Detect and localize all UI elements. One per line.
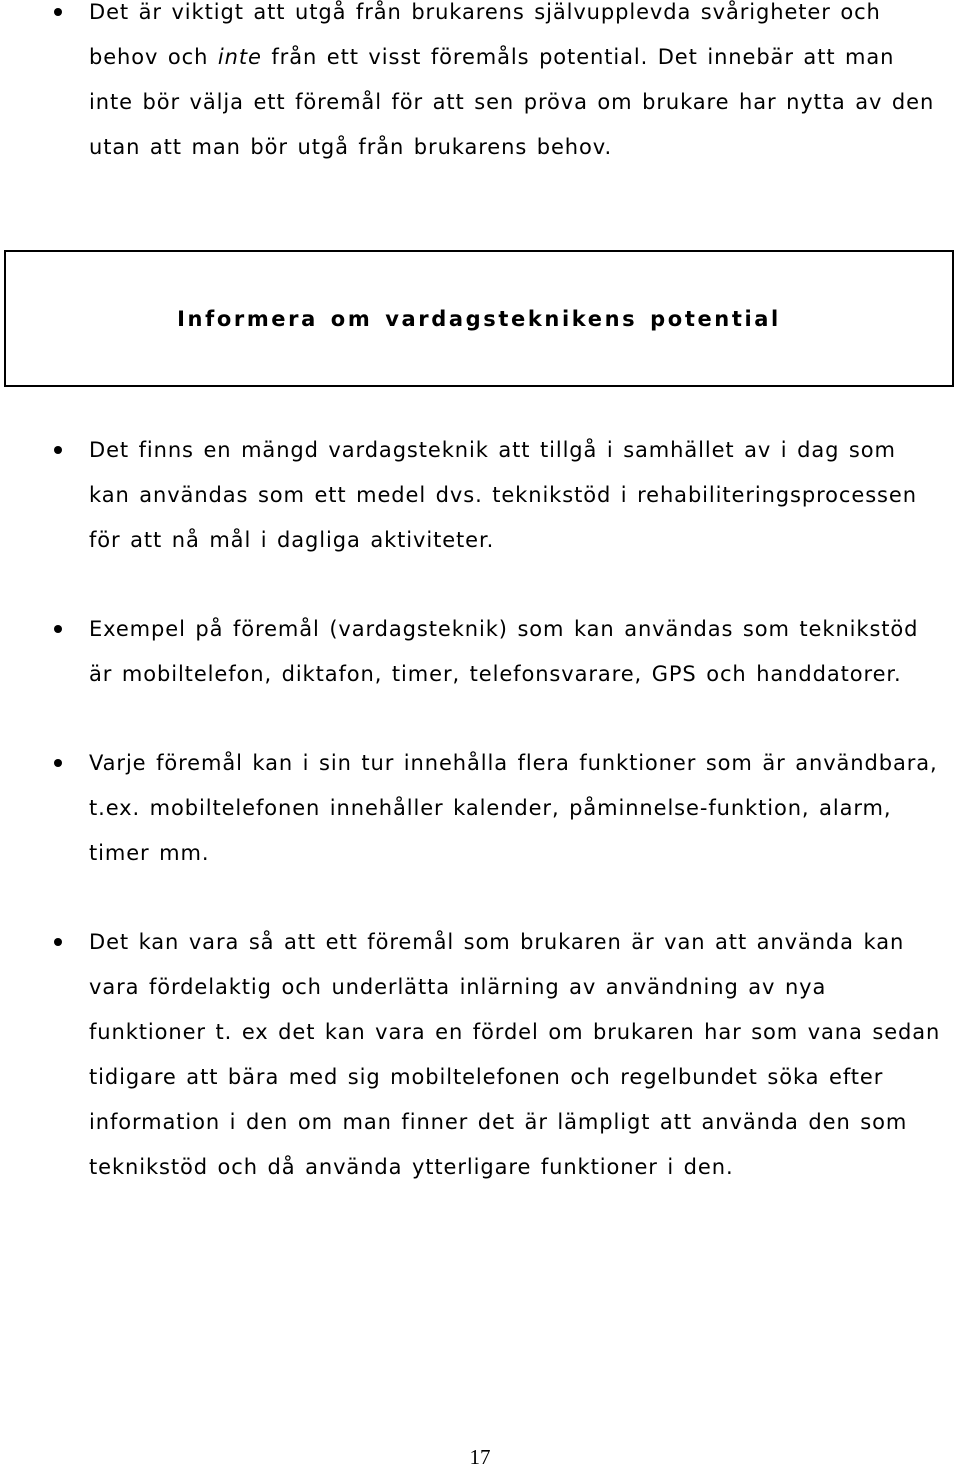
section-heading: Informera om vardagsteknikens potential bbox=[177, 306, 781, 331]
bullet-icon bbox=[54, 8, 62, 16]
spacer bbox=[0, 563, 960, 607]
emphasis-text: inte bbox=[217, 45, 262, 69]
list-item-text: Det är viktigt att utgå från brukarens självupplevda svårigheter och behov och inte från ett visst föremåls potential. Det innebär att man inte bör välja ett föremål för att sen pröva om brukare har nytta av den utan att man bör utgå från brukarens behov. bbox=[89, 0, 935, 159]
bullet-icon bbox=[54, 625, 62, 633]
list-item-text: Det kan vara så att ett föremål som brukaren är van att använda kan vara fördelaktig och underlätta inlärning av användning av nya funktioner t. ex det kan vara en fördel om brukaren har som vana sedan tidigare att bära med sig mobiltelefonen och regelbundet söka efter information i den om man finner det är lämpligt att använda den som teknikstöd och då använda ytterligare funktioner i den. bbox=[89, 930, 941, 1179]
main-bullet-list bbox=[0, 428, 960, 1190]
bullet-icon bbox=[54, 446, 62, 454]
list-item-text: Exempel på föremål (vardagsteknik) som kan användas som teknikstöd är mobiltelefon, diktafon, timer, telefonsvarare, GPS och handdatorer. bbox=[89, 617, 919, 686]
section-heading-box bbox=[4, 250, 954, 387]
bullet-icon bbox=[54, 938, 62, 946]
bullet-icon bbox=[54, 759, 62, 767]
list-item-text: Varje föremål kan i sin tur innehålla flera funktioner som är användbara, t.ex. mobiltelefonen innehåller kalender, påminnelse-funktion, alarm, timer mm. bbox=[89, 751, 938, 865]
list-item bbox=[0, 741, 960, 876]
page-number: 17 bbox=[469, 1445, 491, 1469]
list-item bbox=[0, 920, 960, 1190]
list-item bbox=[0, 607, 960, 697]
list-item-text: Det finns en mängd vardagsteknik att tillgå i samhället av i dag som kan användas som ett medel dvs. teknikstöd i rehabiliteringsprocessen för att nå mål i dagliga aktiviteter. bbox=[89, 438, 917, 552]
intro-bullet-list bbox=[0, 0, 960, 170]
list-item bbox=[0, 428, 960, 563]
list-item bbox=[0, 0, 960, 170]
spacer bbox=[0, 697, 960, 741]
spacer bbox=[0, 876, 960, 920]
